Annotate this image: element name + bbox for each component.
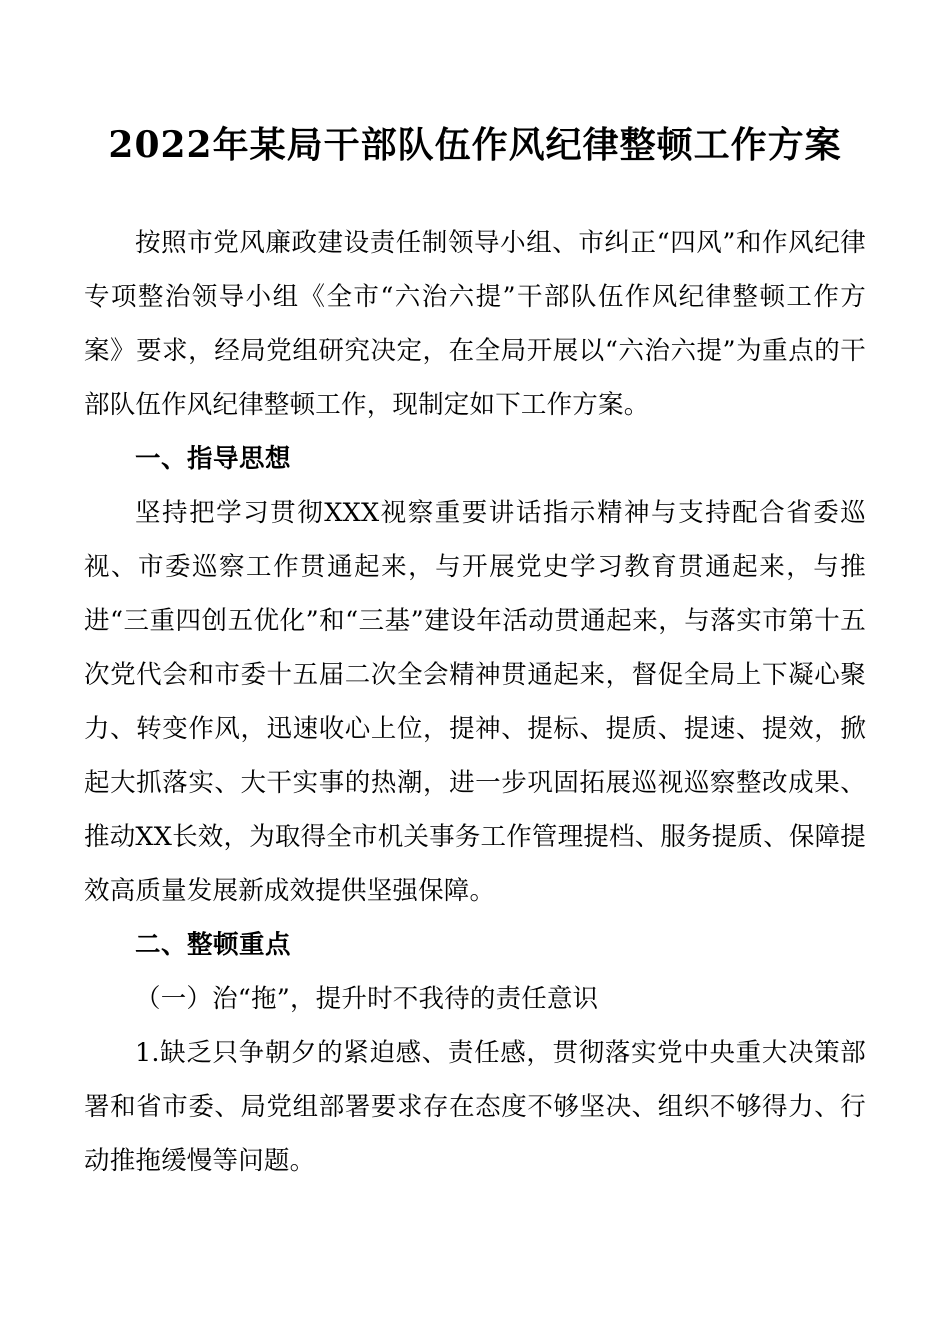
subsection-heading-1: （一）治“拖”，提升时不我待的责任意识	[135, 984, 599, 1014]
paragraph-intro: 按照市党风廉政建设责任制领导小组、市纠正“四风”和作风纪律专项整治领导小组《全市“六治六提”干部队伍作风纪律整顿工作方案》要求，经局党组研究决定，在全局开展以“六治六提”为重点的干部队伍作风纪律整顿工作，现制定如下工作方案。	[84, 228, 866, 420]
page-title: 2022年某局干部队伍作风纪律整顿工作方案	[108, 124, 842, 166]
paragraph-guiding-thought: 坚持把学习贯彻XXX视察重要讲话指示精神与支持配合省委巡视、市委巡察工作贯通起来，与开展党史学习教育贯通起来，与推进“三重四创五优化”和“三基”建设年活动贯通起来，与落实市第十五次党代会和市委十五届二次全会精神贯通起来，督促全局上下凝心聚力、转变作风，迅速收心上位，提神、提标、提质、提速、提效，掀起大抓落实、大干实事的热潮，进一步巩固拓展巡视巡察整改成果、推动XX长效，为取得全市机关事务工作管理提档、服务提质、保障提效高质量发展新成效提供坚强保障。	[84, 498, 867, 906]
section-heading-1: 一、指导思想	[135, 444, 292, 474]
paragraph-item-1: 1.缺乏只争朝夕的紧迫感、责任感，贯彻落实党中央重大决策部署和省市委、局党组部署要求存在态度不够坚决、组织不够得力、行动推拖缓慢等问题。	[84, 1038, 866, 1176]
section-heading-2: 二、整顿重点	[135, 930, 292, 960]
